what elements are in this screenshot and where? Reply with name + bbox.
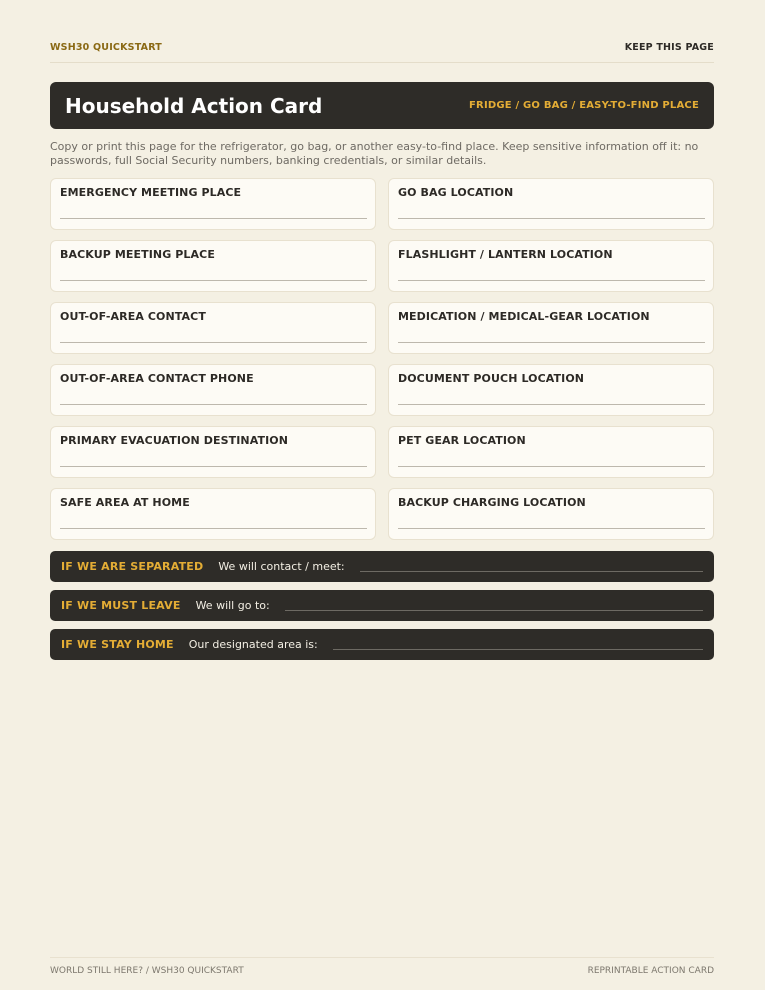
field-label: OUT-OF-AREA CONTACT [60, 310, 206, 323]
write-in-line[interactable] [60, 528, 367, 529]
write-in-line[interactable] [60, 404, 367, 405]
field-label: PET GEAR LOCATION [398, 434, 526, 447]
write-in-line[interactable] [398, 528, 705, 529]
field-card [388, 302, 714, 354]
plan-tag: IF WE ARE SEPARATED [61, 560, 204, 573]
write-in-line[interactable] [398, 466, 705, 467]
plan-bar-stay-home [50, 629, 714, 660]
write-in-line[interactable] [398, 218, 705, 219]
field-label: BACKUP CHARGING LOCATION [398, 496, 586, 509]
field-card [50, 426, 376, 478]
field-card [50, 364, 376, 416]
write-in-line[interactable] [333, 649, 703, 650]
plan-prompt: We will contact / meet: [218, 560, 345, 573]
footer-source: WORLD STILL HERE? / WSH30 QUICKSTART [50, 966, 244, 976]
write-in-line[interactable] [60, 342, 367, 343]
plan-tag: IF WE STAY HOME [61, 638, 174, 651]
page-header [50, 42, 714, 63]
field-card [388, 364, 714, 416]
plan-bar-leave [50, 590, 714, 621]
field-card [50, 240, 376, 292]
field-label: PRIMARY EVACUATION DESTINATION [60, 434, 289, 447]
field-card [50, 302, 376, 354]
plan-bar-separated [50, 551, 714, 582]
field-card [388, 178, 714, 230]
field-label: OUT-OF-AREA CONTACT PHONE [60, 372, 254, 385]
field-label: BACKUP MEETING PLACE [60, 248, 215, 261]
field-label: FLASHLIGHT / LANTERN LOCATION [398, 248, 613, 261]
plan-prompt: We will go to: [195, 599, 270, 612]
plan-prompt: Our designated area is: [188, 638, 318, 651]
write-in-line[interactable] [398, 404, 705, 405]
title-banner [50, 82, 714, 129]
plan-tag: IF WE MUST LEAVE [61, 599, 181, 612]
write-in-line[interactable] [398, 342, 705, 343]
write-in-line[interactable] [60, 466, 367, 467]
field-grid [50, 178, 714, 540]
write-in-line[interactable] [360, 571, 703, 572]
field-label: EMERGENCY MEETING PLACE [60, 186, 242, 199]
keep-note: KEEP THIS PAGE [624, 42, 714, 53]
field-card [50, 488, 376, 540]
write-in-line[interactable] [60, 218, 367, 219]
field-label: GO BAG LOCATION [398, 186, 514, 199]
page-footer [50, 957, 714, 976]
field-card [50, 178, 376, 230]
field-label: DOCUMENT POUCH LOCATION [398, 372, 585, 385]
write-in-line[interactable] [285, 610, 703, 611]
plan-bars [50, 551, 714, 668]
placement-note: FRIDGE / GO BAG / EASY-TO-FIND PLACE [469, 100, 699, 111]
write-in-line[interactable] [398, 280, 705, 281]
page-title: Household Action Card [65, 93, 323, 118]
footer-note: REPRINTABLE ACTION CARD [587, 966, 714, 976]
field-card [388, 488, 714, 540]
write-in-line[interactable] [60, 280, 367, 281]
field-card [388, 240, 714, 292]
field-card [388, 426, 714, 478]
intro-text: Copy or print this page for the refrigerator, go bag, or another easy-to-find place. Keep sensitive information off it: no passwords, full Social Security numbers, banking credentials, or similar details. [50, 140, 699, 167]
field-label: SAFE AREA AT HOME [60, 496, 190, 509]
brand-label: WSH30 QUICKSTART [50, 42, 162, 53]
field-label: MEDICATION / MEDICAL-GEAR LOCATION [398, 310, 650, 323]
